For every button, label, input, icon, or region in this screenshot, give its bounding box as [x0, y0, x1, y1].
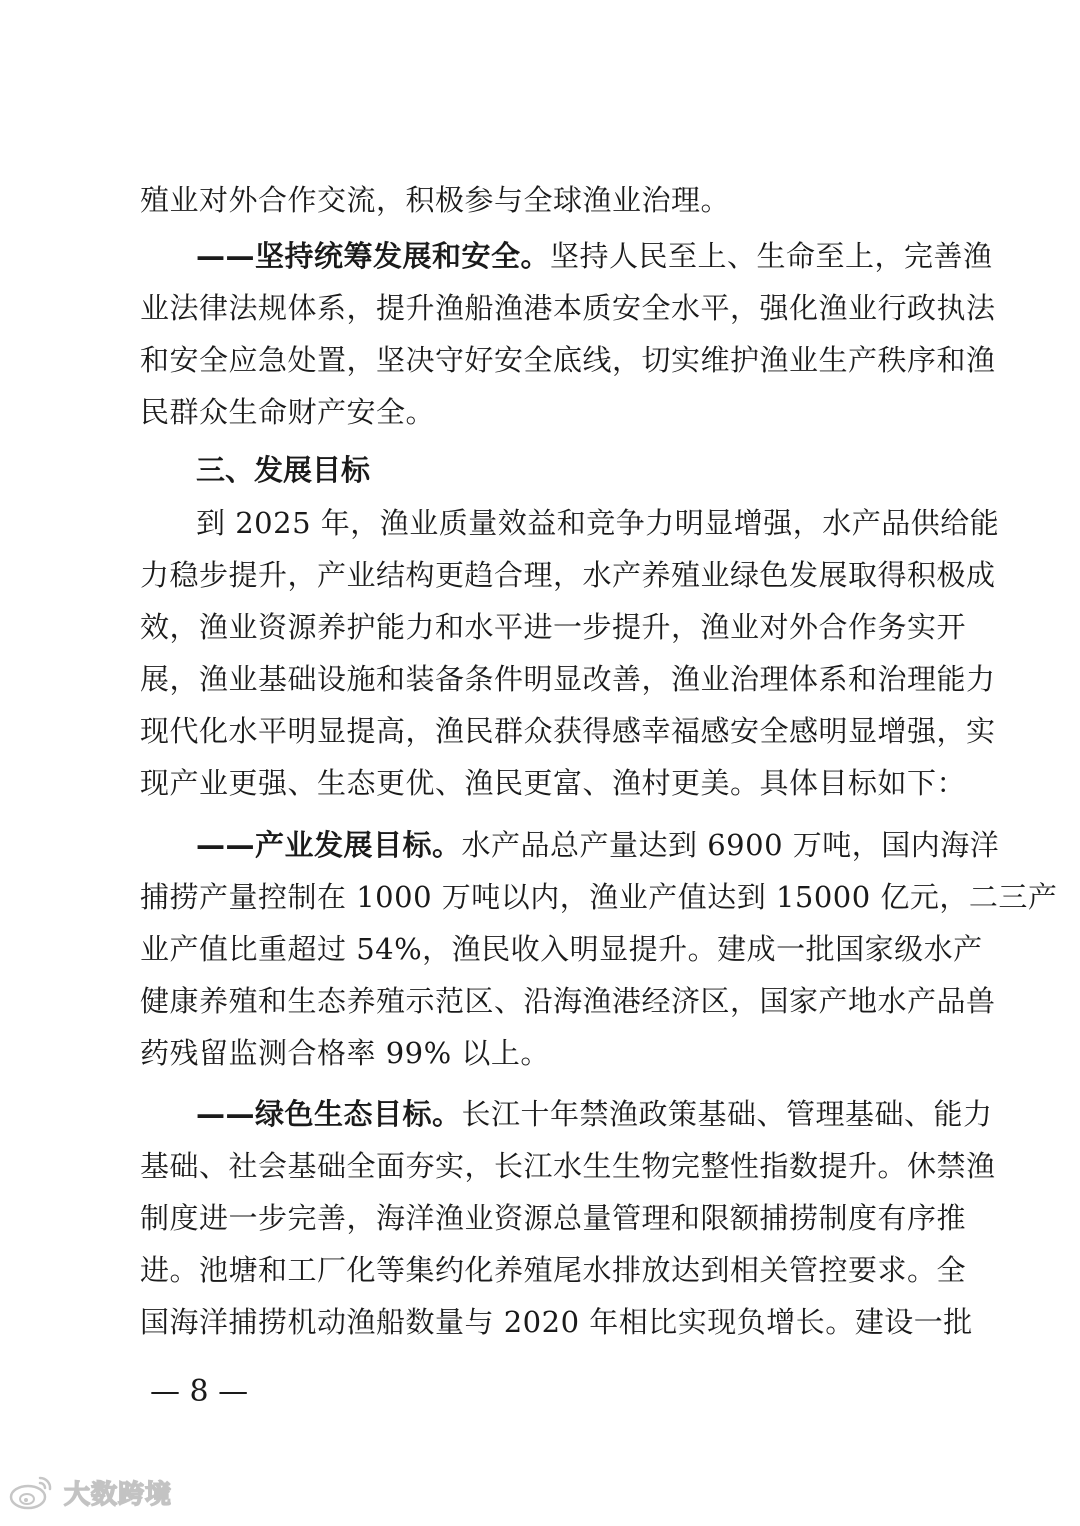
section-heading: 三、发展目标 — [196, 453, 371, 487]
line-text: 坚持人民至上、生命至上，完善渔 — [550, 239, 993, 273]
line-text: 和安全应急处置，坚决守好安全底线，切实维护渔业生产秩序和渔 — [140, 343, 996, 377]
text-line-2 — [196, 236, 993, 276]
line-text: 殖业对外合作交流，积极参与全球渔业治理。 — [140, 183, 731, 217]
line-text: 水产品总产量达到 6900 万吨，国内海洋 — [461, 828, 1000, 862]
line-text: 健康养殖和生态养殖示范区、沿海渔港经济区，国家产地水产品兽 — [140, 984, 996, 1018]
text-line-17 — [196, 1094, 993, 1134]
goal-title: ——产业发展目标。 — [196, 828, 462, 862]
watermark — [8, 1468, 172, 1516]
goal-title: ——绿色生态目标。 — [196, 1097, 462, 1131]
text-line-5 — [140, 392, 940, 432]
line-text: 基础、社会基础全面夯实，长江水生生物完整性指数提升。休禁渔 — [140, 1149, 996, 1183]
text-line-9 — [140, 659, 996, 699]
text-line-6 — [196, 503, 1000, 543]
line-text: 药残留监测合格率 99% 以上。 — [140, 1036, 550, 1070]
line-text: 现产业更强、生态更优、渔民更富、渔村更美。具体目标如下： — [140, 766, 967, 800]
text-line-12 — [196, 825, 1000, 865]
text-line-1 — [140, 180, 940, 220]
text-line-18 — [140, 1146, 996, 1186]
line-text: 长江十年禁渔政策基础、管理基础、能力 — [461, 1097, 993, 1131]
line-text: 民群众生命财产安全。 — [140, 395, 436, 429]
text-line-14 — [140, 929, 983, 969]
line-text: 展，渔业基础设施和装备条件明显改善，渔业治理体系和治理能力 — [140, 662, 996, 696]
line-text: 进。池塘和工厂化等集约化养殖尾水排放达到相关管控要求。全 — [140, 1253, 967, 1287]
watermark-text: 大数跨境 — [64, 1479, 173, 1510]
line-text: 效，渔业资源养护能力和水平进一步提升，渔业对外合作务实开 — [140, 610, 967, 644]
text-line-11 — [140, 763, 967, 803]
text-line-13 — [140, 877, 1058, 917]
text-line-3 — [140, 288, 996, 328]
text-line-7 — [140, 555, 996, 595]
text-line-8 — [140, 607, 967, 647]
line-text: 捕捞产量控制在 1000 万吨以内，渔业产值达到 15000 亿元，二三产 — [140, 880, 1058, 914]
weibo-logo-icon — [8, 1472, 56, 1512]
line-text: 国海洋捕捞机动渔船数量与 2020 年相比实现负增长。建设一批 — [140, 1305, 973, 1339]
text-line-19 — [140, 1198, 967, 1238]
principle-title: ——坚持统筹发展和安全。 — [196, 239, 551, 273]
text-line-20 — [140, 1250, 967, 1290]
line-text: 业产值比重超过 54%，渔民收入明显提升。建成一批国家级水产 — [140, 932, 983, 966]
text-line-15 — [140, 981, 996, 1021]
line-text: 制度进一步完善，海洋渔业资源总量管理和限额捕捞制度有序推 — [140, 1201, 967, 1235]
line-text: 到 2025 年，渔业质量效益和竞争力明显增强，水产品供给能 — [196, 506, 1000, 540]
text-line-4 — [140, 340, 996, 380]
page-number: — 8 — — [150, 1374, 249, 1409]
line-text: 力稳步提升，产业结构更趋合理，水产养殖业绿色发展取得积极成 — [140, 558, 996, 592]
text-line-16 — [140, 1033, 940, 1073]
line-text: 现代化水平明显提高，渔民群众获得感幸福感安全感明显增强，实 — [140, 714, 996, 748]
text-line-21 — [140, 1302, 973, 1342]
text-line-10 — [140, 711, 996, 751]
line-text: 业法律法规体系，提升渔船渔港本质安全水平，强化渔业行政执法 — [140, 291, 996, 325]
